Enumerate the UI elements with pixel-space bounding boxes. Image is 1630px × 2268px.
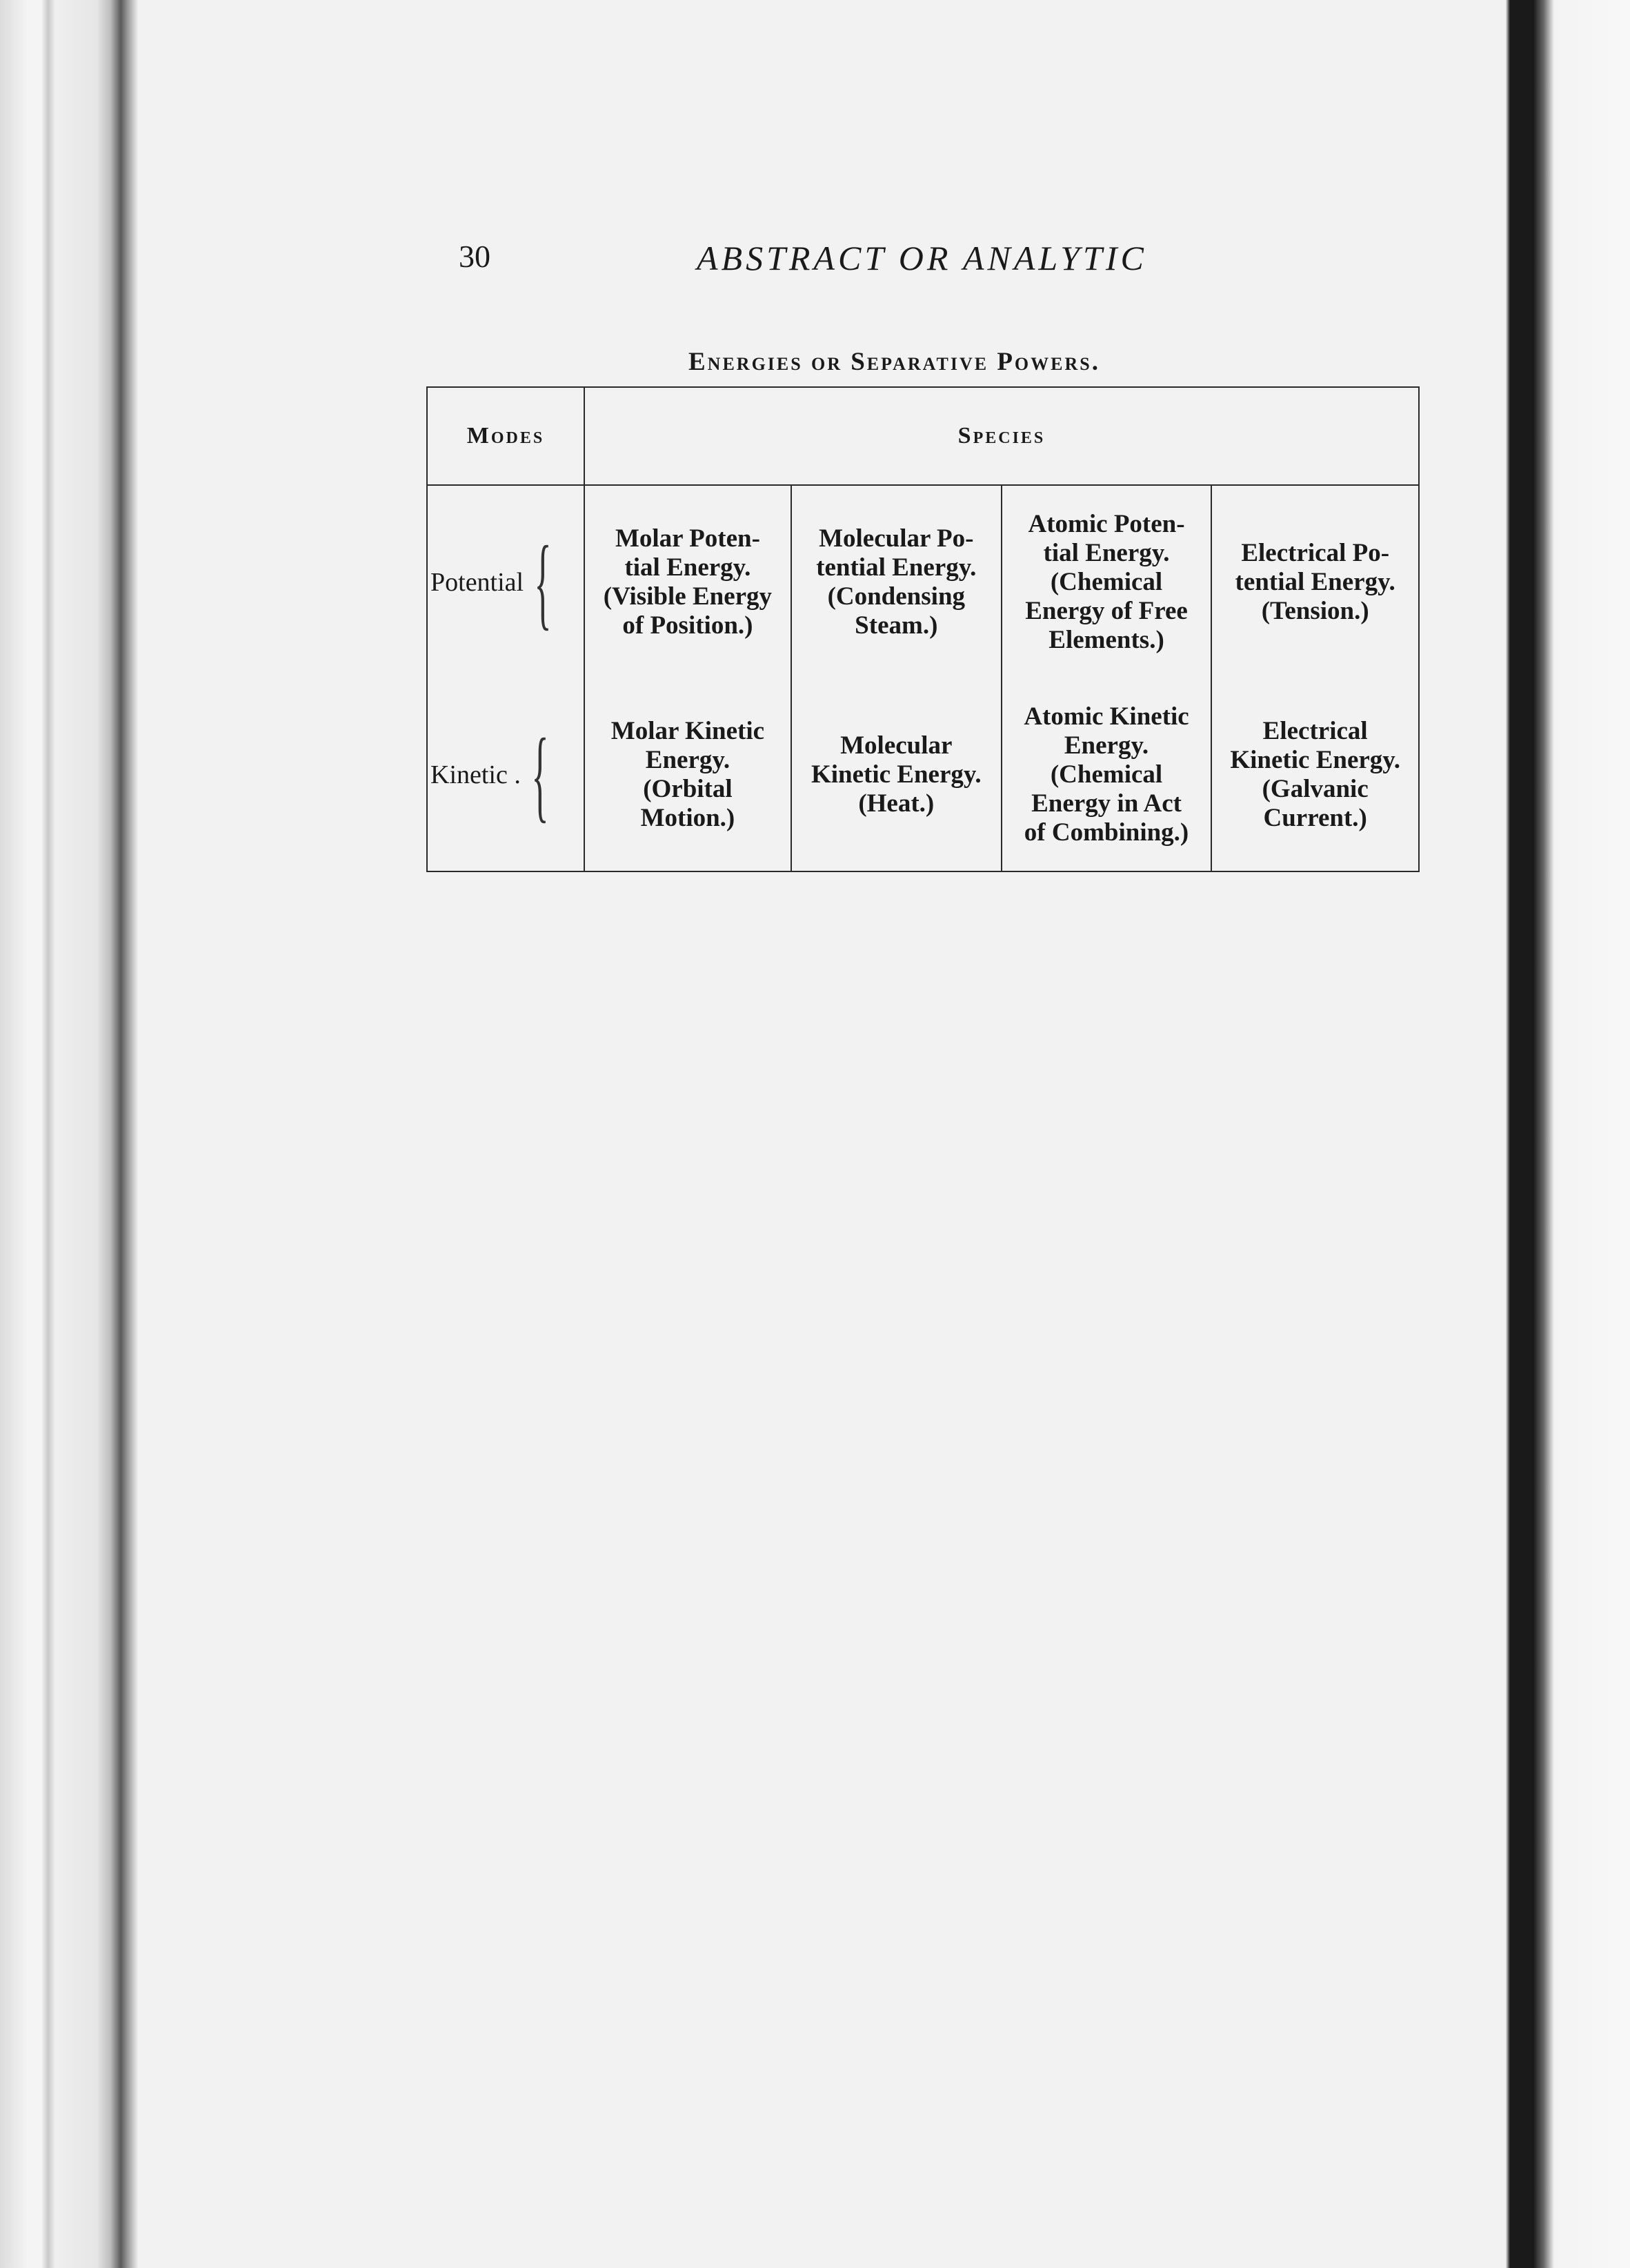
header-modes: Modes <box>427 387 584 485</box>
cell-line: Motion.) <box>640 803 735 832</box>
species-cell <box>1211 678 1419 871</box>
cell-line: Electrical <box>1262 716 1368 745</box>
species-cell <box>791 678 1002 871</box>
table-caption: Energies or Separative Powers. <box>688 348 1100 376</box>
cell-line: Atomic Kinetic <box>1024 702 1189 731</box>
species-cell <box>791 485 1002 678</box>
cell-line: Energy. <box>645 745 730 774</box>
table-row-potential <box>427 485 1419 678</box>
species-cell <box>1211 485 1419 678</box>
cell-line: Atomic Poten- <box>1028 509 1185 538</box>
book-page <box>138 0 1504 2268</box>
running-head: ABSTRACT OR ANALYTIC <box>697 239 1147 277</box>
cell-line: tial Energy. <box>1043 538 1170 567</box>
cell-line: Kinetic Energy. <box>811 760 982 789</box>
cell-line: Kinetic Energy. <box>1230 745 1401 774</box>
cell-line: tential Energy. <box>816 553 977 582</box>
energies-table <box>426 386 1420 872</box>
cell-line: tial Energy. <box>624 553 751 582</box>
cell-line: Energy. <box>1064 731 1149 760</box>
cell-line: Energy in Act <box>1031 789 1182 818</box>
cell-line: (Galvanic <box>1262 774 1369 803</box>
mode-cell <box>427 485 584 678</box>
cell-line: Molecular Po- <box>819 524 974 553</box>
cell-line: of Position.) <box>622 611 753 640</box>
table-header-row <box>427 387 1419 485</box>
cell-line: (Condensing <box>827 582 966 611</box>
species-cell <box>584 678 791 871</box>
brace-icon: { <box>531 717 549 832</box>
page-number: 30 <box>459 239 490 274</box>
cell-line: Electrical Po- <box>1241 538 1390 567</box>
cell-line: (Heat.) <box>858 789 935 818</box>
cell-line: (Visible Energy <box>603 582 773 611</box>
left-binding-edge <box>0 0 138 2268</box>
cell-line: Molar Kinetic <box>610 716 765 745</box>
cell-line: Molar Poten- <box>615 524 760 553</box>
cell-line: (Orbital <box>643 774 733 803</box>
cell-line: of Combining.) <box>1024 818 1189 847</box>
cell-line: Molecular <box>840 731 953 760</box>
header-species: Species <box>584 387 1419 485</box>
mode-cell <box>427 678 584 871</box>
species-cell <box>1002 485 1212 678</box>
table-row-kinetic <box>427 678 1419 871</box>
cell-line: (Chemical <box>1050 760 1163 789</box>
cell-line: tential Energy. <box>1235 567 1395 596</box>
right-binding-edge <box>1506 0 1630 2268</box>
mode-label: Potential <box>430 567 524 597</box>
species-cell <box>584 485 791 678</box>
cell-line: (Chemical <box>1050 567 1163 596</box>
brace-icon: { <box>534 524 552 640</box>
cell-line: Energy of Free <box>1025 596 1188 625</box>
cell-line: Steam.) <box>855 611 938 640</box>
cell-line: (Tension.) <box>1261 596 1369 625</box>
cell-line: Elements.) <box>1048 625 1164 654</box>
species-cell <box>1002 678 1212 871</box>
cell-line: Current.) <box>1263 803 1367 832</box>
mode-label: Kinetic . <box>430 760 521 789</box>
